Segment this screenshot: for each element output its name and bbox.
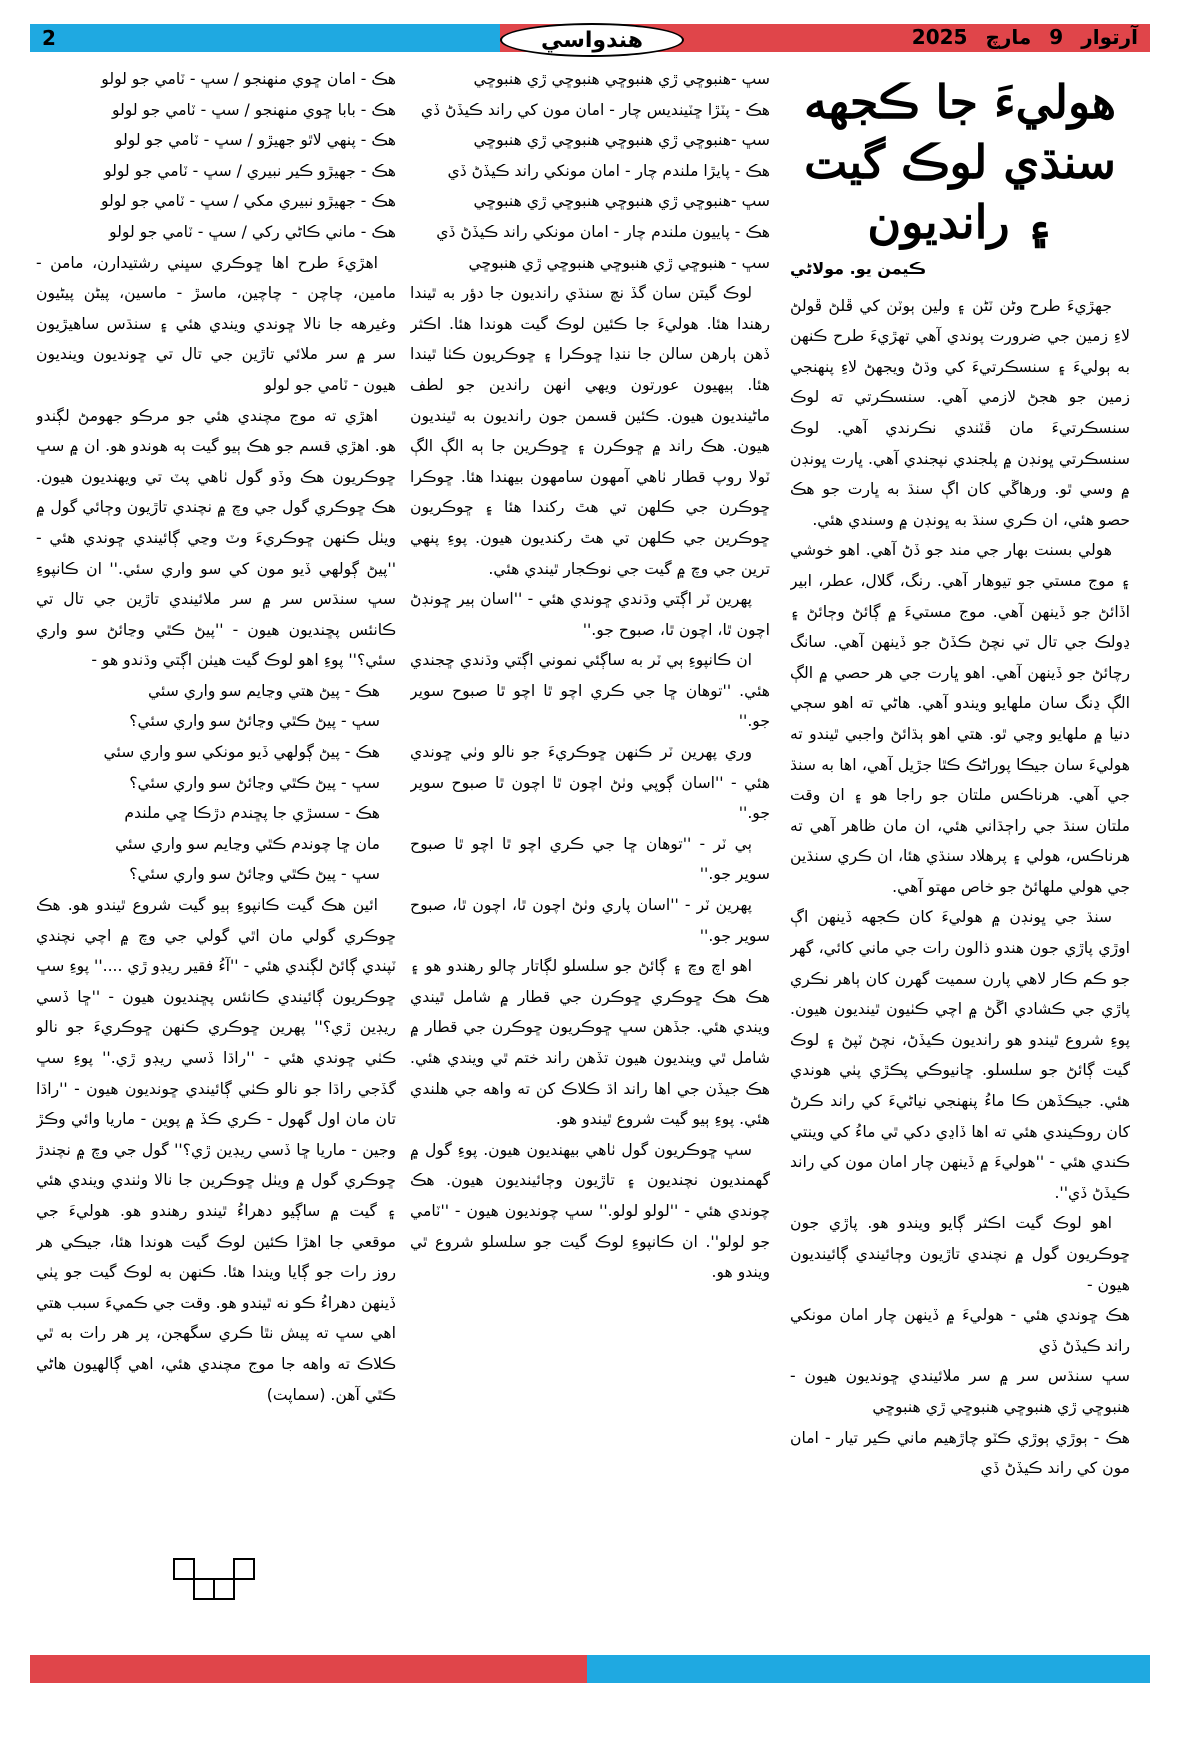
top-bar-blue — [30, 24, 500, 52]
date-year: 2025 — [911, 25, 968, 49]
paragraph: هولي بسنت بهار جي مند جو ڏڻ آهي. اهو خوشي ۽ موج مستي جو تيوهار آهي. رنگ، گلال، عطر، ابير اڏائڻ جو ڏينهن آهي. موج مستيءَ ۾ ڳائڻ وڄائڻ ۽ ڍولڪ جي تال تي نچڻ ڪڏڻ جو ڏينهن آهي. سانگ رچائڻ جو ڏينهن آهي. اهو ڀارت جي هر حصي ۾ الڳ الڳ ڍنگ سان ملهايو ويندو آهي. هاڻي ته اهو سڄي دنيا ۾ ملهايو وڃي ٿو. هتي اهو ٻڌائڻ واجبي ٿيندو ته هوليءَ سان جيڪا پوراڻڪ ڪٿا جڙيل آهي، اها به سنڌ جي آهي. هرناڪس ملتان جو راجا هو ۽ ان وقت ملتان سنڌ جي راڄڌاني هئي، ان مان ظاهر آهي ته هرناڪس، هولي ۽ پرهلاد سنڌي هئا، ان ڪري سنڌين جي هولي ملهائڻ جو خاص مهتو آهي. — [790, 541, 1130, 896]
author-byline: ڪيمن يو. مولاڻي — [790, 259, 927, 278]
poem-line: مان ڇا چوندم ڪٿي وڃايم سو واري سئي — [115, 834, 380, 853]
paragraph: اهو اچ وچ ۽ ڳائڻ جو سلسلو لڳاتار چالو رهندو هو ۽ هڪ هڪ ڇوڪري ڇوڪرن جي قطار ۾ شامل ٿيندي ويندي هئي. جڏهن سڀ ڇوڪريون ڇوڪرن جي قطار ۾ شامل ٿي وينديون هيون تڏهن راند ختم ٿي ويندي هئي. هڪ جيڏن جي اها راند اڌ ڪلاڪ کن ته واهه جي هلندي هئي. پوءِ ٻيو گيت شروع ٿيندو هو. — [410, 957, 770, 1129]
bottom-color-bar — [30, 1655, 1150, 1683]
bottom-bar-red — [30, 1655, 587, 1683]
ornament-square — [173, 1558, 195, 1580]
paragraph: پهرين ٽر - ''اسان پاري وٺڻ اچون ٿا، اچون ٿا، صبوح سوير جو.'' — [410, 896, 770, 945]
ornament-square — [193, 1578, 215, 1600]
poem-line: سڀ -هنبوڇي ڙي هنبوڇي هنبوڇي ڙي هنبوڇي — [473, 70, 770, 88]
bottom-bar-blue — [587, 1655, 1150, 1683]
poem-line: هڪ - سسڙي جا پڇندم دڙڪا ڇي ملندم — [124, 804, 380, 823]
paragraph: ان ڪانپوءِ ٻي ٽر به ساڳئي نموني اڳتي وڌندي ڇجندي هئي. ''توهان ڇا جي ڪري اچو ٿا اچو ٿا صبوح سوير جو.'' — [410, 651, 770, 731]
poem-line: هڪ - جهيڙو نبيري مکي / سڀ - ٽامي جو لولو — [100, 192, 396, 211]
title-line: ۽ رانديون — [867, 195, 1053, 249]
paragraph: سنڌ جي ڀونڊن ۾ هوليءَ کان ڪجهه ڏينهن اڳ اوڙي پاڙي جون هندو ذالون رات جي ماني کائي، گهر جو ڪم ڪار لاهي پارن سميت گهرن کان ٻاهر نڪري پاڙي جي ڪشادي اڱڻ ۾ اچي ڪٺيون ٿينديون هيون. پوءِ شروع ٿيندو هو رانديون ڪيڏڻ، نچڻ ٽپڻ ۽ لوڪ گيت ڳائڻ جو سلسلو. ڇانيوڪي پڪڙي پٺي هوندي هئي. جيڪڏهن ڪا ماءُ پنهنجي نياڻيءَ کي راند ڪرڻ کان روڪيندي هئي ته اها ڏاڍي دکي ٿي ماءُ کي وينتي ڪندي هئي - ''هوليءَ ۾ ڏينهن چار امان مون کي راند ڪيڏڻ ڏي''. — [790, 908, 1130, 1202]
poem-line: هڪ - جهيڙو ڪير نبيري / سڀ - ٽامي جو لولو — [104, 161, 396, 180]
paragraph: اهو لوڪ گيت اڪثر ڳايو ويندو هو. پاڙي جون ڇوڪريون گول ۾ نچندي تاڙيون وڄائيندي ڳائينديون هيون - — [790, 1214, 1130, 1294]
paragraph: پهرين ٽر اڳتي وڌندي ڇوندي هئي - ''اسان ٻير ڇونڊڻ اچون ٿا، اچون ٿا، صبوح جو.'' — [410, 590, 770, 639]
ornament-square — [213, 1578, 235, 1600]
poem-line: هڪ - پنهي لاٿو جهيڙو / سڀ - ٽامي جو لولو — [114, 131, 396, 150]
poem-line: هڪ - پاييون ملندم چار - امان مونکي راند ڪيڏڻ ڏي — [436, 222, 770, 241]
poem-line: هڪ - پيڻ ڳولهي ڏيو مونکي سو واري سئي — [103, 743, 380, 762]
poem-line: هڪ - ٻوڙي ٻوڙي ڪٽو چاڙهيم ماني ڪير تيار - امان مون کي راند ڪيڏڻ ڏي — [790, 1428, 1130, 1478]
poem-line: هڪ - بابا ڇوي منهنجو / سڀ - ٽامي جو لولو — [111, 100, 396, 119]
article-title — [790, 72, 1130, 252]
column-middle — [410, 64, 770, 1644]
title-line: هوليءَ جا ڪجهه — [804, 75, 1116, 129]
poem-line: هڪ ڇوندي هئي - هوليءَ ۾ ڏينهن چار امان مونکي راند ڪيڏڻ ڏي — [790, 1306, 1130, 1355]
ornament-square — [233, 1558, 255, 1580]
poem-line: سڀ - پيڻ ڪٿي وڃائڻ سو واري سئي؟ — [129, 865, 380, 884]
paragraph: جهڙيءَ طرح وڻن ٽڻن ۽ ولين ٻوٽن کي ڦلڻ ڦولڻ لاءِ زمين جي ضرورت پوندي آهي تهڙيءَ طرح ڪنهن به ٻوليءَ ۽ سنسڪرتيءَ کي وڌڻ ويجهڻ لاءِ پنهنجي زمين جو هجڻ لازمي آهي. سنسڪرتي ته لوڪ سنسڪرتيءَ مان ڦٽندي نڪرندي آهي. لوڪ سنسڪرتي ڀونڊن ۾ پلجندي نپجندي آهي. ڀارت ڀونڊن ۾ وسي ٿو. ورهاڱي کان اڳ سنڌ به ڀارت جو هڪ حصو هئي، ان ڪري سنڌ به ڀونڊن ۾ وسندي هئي. — [790, 296, 1130, 529]
poem-line: سڀ - هنبوڇي ڙي هنبوڇي هنبوڇي ڙي هنبوڇي — [468, 253, 770, 272]
poem-line: هڪ - ماني ڪاڻي رکي / سڀ - ٽامي جو لولو — [109, 222, 396, 241]
poem-line: هڪ - امان ڇوي منهنجو / سڀ - ٽامي جو لولو — [101, 70, 396, 88]
paragraph: ٻي ٽر - ''توهان ڇا جي ڪري اچو ٿا اچو ٿا صبوح سوير جو.'' — [410, 834, 770, 884]
paragraph: وري پهرين ٽر ڪنهن ڇوڪريءَ جو نالو وٺي ڇوندي هئي - ''اسان ڳوپي وٺڻ اچون ٿا اچون ٿا صبوح سوير جو.'' — [410, 743, 770, 823]
poem-line: هڪ - پيڻ هتي وڃايم سو واري سئي — [148, 681, 380, 700]
masthead-logo: هندواسي — [500, 23, 684, 57]
paragraph: لوڪ گيتن سان گڏ نچ سنڌي رانديون جا دؤر به ٿيندا رهندا هئا. هوليءَ جا ڪئين لوڪ گيت هوندا هئا. اڪثر ڏهن ٻارهن سالن جا ننڍا ڇوڪرا ۽ ڇوڪريون ڪٺا ٿيندا هئا. ٻيهيون عورتون ويهي انهن راندين جو لطف ماڻينديون هيون. ڪئين قسمن جون رانديون به ٿينديون هيون. هڪ راند ۾ ڇوڪرن ۽ ڇوڪرين جا ٻه الڳ الڳ ٽولا روپ قطار ٺاهي آمهون سامهون بيهندا هئا. ڇوڪرا ڇوڪرن جي ڪلهن تي هٿ رکندا هئا ۽ ڇوڪريون ڇوڪرين جي ڪلهن تي هٿ رکنديون هيون. پوءِ پنهي ترين جي وچ ۾ گيت جي نوڪجار ٿيندي هئي. — [410, 284, 770, 578]
date-month: مارچ — [985, 25, 1032, 49]
title-line: سنڌي لوڪ گيت — [804, 135, 1116, 189]
paragraph: اهڙي ته موج مچندي هئي جو مرڪو جهومڻ لڳندو هو. اهڙي قسم جو هڪ ٻيو گيت ٻه هوندو هو. ان ۾ سڀ ڇوڪريون هڪ وڏو گول ٺاهي پٽ تي ويهنديون هيون. هڪ ڇوڪري گول جي وچ ۾ نچندي تاڙيون وڄائي گول ۾ ويٺل ڪنهن ڇوڪريءَ وٽ وڃي ڳائيندي ڇوندي هئي - ''پيڻ ڳولهي ڏيو مون کي سو واري سئي.'' ان ڪانپوءِ سڀ سنڌس سر ۾ سر ملائيندي تاڙين جي تال تي ڪانئس پڇنديون هيون - ''پيڻ ڪٿي وڃائڻ سو واري سئي؟'' پوءِ اهو لوڪ گيت هيٺن اڳتي وڌندو هو - — [36, 406, 396, 670]
poem-line: سڀ -هنبوڇي ڙي هنبوڇي هنبوڇي ڙي هنبوڇي — [473, 131, 770, 150]
poem-line: سڀ - پيڻ ڪٿي وڃائڻ سو واري سئي؟ — [129, 712, 380, 731]
paragraph: اهڙيءَ طرح اها ڇوڪري سڀني رشتيدارن، مامن - مامين، چاچن - چاچين، ماسڙ - ماسين، پيڻن پيڻيون وغيرهه جا نالا ڇوندي ويندي هئي ۽ سنڌس ساهيڙيون سر ۾ سر ملائي تاڙين جي تال تي ڇونديون وينديون هيون - ٽامي جو لولو — [36, 253, 396, 394]
paragraph: سڀ ڇوڪريون گول ٺاهي بيهنديون هيون. پوءِ گول ۾ گهمنديون نچنديون ۽ تاڙيون وڄائينديون هيون. هڪ چوندي هئي - ''لولو لولو.'' سڀ چونديون هيون - ''ٽامي جو لولو''. ان ڪانپوءِ لوڪ گيت جو سلسلو شروع ٿي ويندو هو. — [410, 1140, 770, 1282]
poem-line: هڪ - پٽڙا ڇٽينديس چار - امان مون کي راند ڪيڏڻ ڏي — [420, 100, 770, 119]
end-ornament — [175, 1558, 255, 1600]
column-right — [790, 64, 1130, 1484]
column-left — [36, 64, 396, 1604]
page-number: 2 — [42, 26, 56, 50]
poem-line: سڀ سنڌس سر ۾ سر ملائيندي ڇونديون هيون - هنبوڇي ڙي هنبوڇي هنبوڇي ڙي هنبوڇي — [790, 1367, 1130, 1416]
date-day-name: آرتوار — [1081, 25, 1138, 49]
poem-line: سڀ -هنبوڇي ڙي هنبوڇي هنبوڇي ڙي هنبوڇي — [473, 192, 770, 211]
date-day: 9 — [1049, 25, 1064, 49]
date-line — [912, 25, 1138, 49]
poem-line: سڀ - پيڻ ڪٿي وڃائڻ سو واري سئي؟ — [129, 773, 380, 792]
poem-line: هڪ - پايڙا ملندم چار - امان مونکي راند ڪيڏڻ ڏي — [447, 161, 770, 180]
paragraph: ائين هڪ گيت ڪانپوءِ ٻيو گيت شروع ٿيندو هو. هڪ ڇوڪري گولي مان اٿي گولي جي وچ ۾ اچي نچندي ٽپندي ڳائڻ لڳندي هئي - ''آءُ فقير ريڊو ڙي ....'' پوءِ سڀ ڇوڪريون ڳائيندي ڪانئس پڇنديون هيون - ''ڇا ڏسي ريڊين ڙي؟'' پهرين ڇوڪري ڪنهن ڇوڪريءَ جو نالو ڪٺي ڇوندي هئي - ''راڌا ڏسي ريڊو ڙي.'' پوءِ سڀ گڏجي راڌا جو نالو ڪٺي ڳائيندي ڇونديون هيون - ''راڌا تان مان اول گهول - ڪري ڪڏ ۾ پوين - ماريا وائي وڪڙ وجين - ماريا ڇا ڏسي ريڊين ڙي؟'' گول جي وچ ۾ نچندڙ ڇوڪري گول ۾ ويٺل ڇوڪرين جا نالا وٺندي ويندي هئي ۽ گيت ۾ ساڳيو دهراءُ ٿيندو رهندو هو. هوليءَ جي موقعي جا اهڙا ڪئين لوڪ گيت هوندا هئا، جيڪي هر روز رات جو ڳايا ويندا هئا. ڪنهن به لوڪ گيت جو پٺي ڏينهن دهراءُ ڪو نه ٿيندو هو. وقت جي ڪميءَ سبب هتي اهي سڀ ته پيش نٿا ڪري سگهجن، پر هر رات به ٿي ڪلاڪ ته واهه جا موج مچندي هئي، اهي ڳالهيون هاڻي ڪٿي آهن. (سماپت) — [36, 896, 396, 1404]
